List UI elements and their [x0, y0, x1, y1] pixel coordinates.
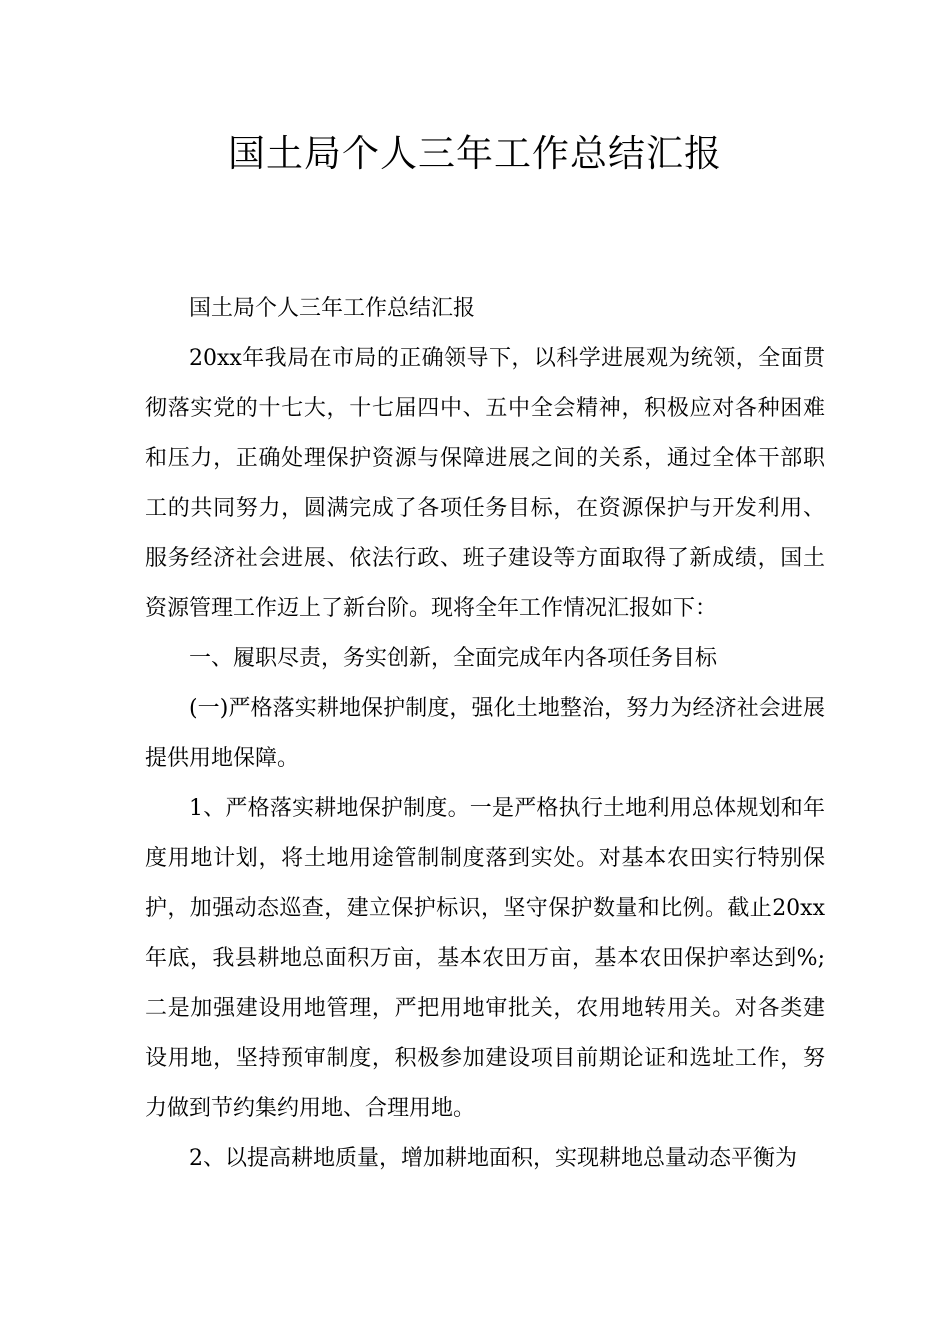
paragraph-intro: 20xx年我局在市局的正确领导下，以科学进展观为统领，全面贯彻落实党的十七大，十七届四中、五中全会精神，积极应对各种困难和压力，正确处理保护资源与保障进展之间的关系，通过全体干部职工的共同努力，圆满完成了各项任务目标，在资源保护与开发利用、服务经济社会进展、依法行政、班子建设等方面取得了新成绩，国土资源管理工作迈上了新台阶。现将全年工作情况汇报如下： [145, 346, 825, 621]
paragraph-item-2: 2、以提高耕地质量，增加耕地面积，实现耕地总量动态平衡为 [189, 1146, 797, 1171]
section-heading-1: 一、履职尽责，务实创新，全面完成年内各项任务目标 [189, 646, 718, 671]
document-body [145, 284, 825, 1184]
paragraph-heading: 国土局个人三年工作总结汇报 [189, 296, 476, 321]
paragraph-item-1: 1、严格落实耕地保护制度。一是严格执行土地利用总体规划和年度用地计划，将土地用途管制制度落到实处。对基本农田实行特别保护，加强动态巡查，建立保护标识，坚守保护数量和比例。截止20xx年底，我县耕地总面积万亩，基本农田万亩，基本农田保护率达到%;二是加强建设用地管理，严把用地审批关，农用地转用关。对各类建设用地，坚持预审制度，积极参加建设项目前期论证和选址工作，努力做到节约集约用地、合理用地。 [145, 796, 825, 1121]
document-title: 国土局个人三年工作总结汇报 [228, 132, 722, 175]
subsection-heading-1: (一)严格落实耕地保护制度，强化土地整治，努力为经济社会进展提供用地保障。 [145, 696, 825, 771]
